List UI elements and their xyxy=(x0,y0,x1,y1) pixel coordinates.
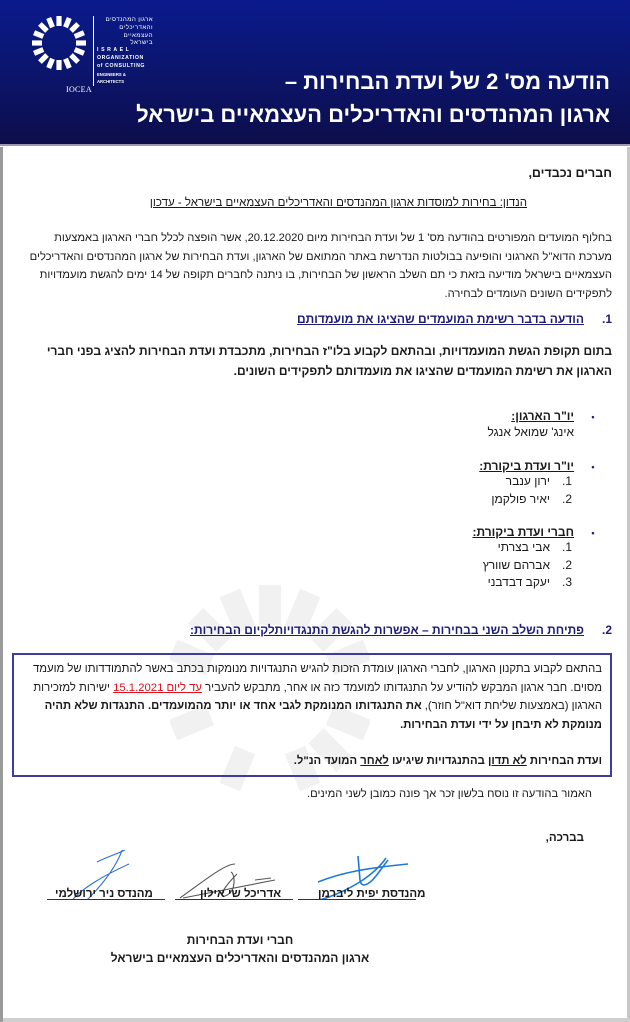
notice-final-line xyxy=(22,752,602,771)
list-item xyxy=(412,574,612,592)
page-title xyxy=(90,62,610,131)
closing-regards: בברכה, xyxy=(545,832,584,844)
signatory-name: מהנדסת יפית ליברמן xyxy=(318,888,426,900)
role-title xyxy=(412,525,612,539)
notice-text: המועד הנ"ל. xyxy=(293,755,361,767)
section-1-body: בתום תקופת הגשת המועמדויות, ובהתאם לקבוע בלו"ז הבחירות, מתכבדת ועדת הבחירות להציג בפני חברי הארגון את רשימת המועמדים שהציגו את מועמדותם לתפקידים השונים. xyxy=(46,344,612,378)
candidate-name: יאיר פולקמן xyxy=(491,491,550,506)
list-item xyxy=(412,473,612,491)
notice-text: בהתנגדויות שיגיעו xyxy=(388,755,488,767)
committee-signoff xyxy=(90,931,390,967)
list-number: 1. xyxy=(562,540,573,554)
logo-hebrew-line: בישראל xyxy=(130,39,153,47)
logo-acronym: IOCEA xyxy=(66,85,92,94)
logo-hebrew-line: והאדריכלים xyxy=(119,23,153,31)
page-title-line-1: הודעה מס' 2 של ועדת הבחירות – xyxy=(284,69,610,94)
signatory-name: מהנדס ניר ירושלמי xyxy=(55,888,153,900)
section-title: הודעה בדבר רשימת המועמדים שהציגו את מועמדותם xyxy=(297,312,584,326)
logo-hebrew-line: ארגון המהנדסים xyxy=(105,16,153,23)
logo-english-line: ORGANIZATION xyxy=(97,54,144,61)
objection-notice-box xyxy=(12,653,612,777)
section-1-heading xyxy=(297,312,612,326)
candidates-chairman xyxy=(412,409,612,442)
gender-disclaimer: האמור בהודעה זו נוסח בלשון זכר אך פונה כמובן לשני המינים. xyxy=(306,788,592,800)
notice-emphasis: לאחר xyxy=(360,755,389,767)
bullet-icon: • xyxy=(591,412,595,422)
deadline-date: עד ליום 15.1.2021 xyxy=(113,681,202,694)
logo-english-line: ENGINEERS & ARCHITECTS xyxy=(97,71,126,85)
role-label: חברי ועדת ביקורת: xyxy=(472,525,574,539)
committee-name: חברי ועדת הבחירות xyxy=(186,933,294,947)
role-title xyxy=(412,409,612,423)
notice-text: בהתאם לקבוע בתקנון הארגון, לחברי הארגון עומדת הזכות להגיש התנגדויות מנומקות בכתב באשר להתמודדותו של מועמד מסוים. חבר ארגון המבקש להודיע על התנגדותו למועמד כזה או אחר, מתבקש להעביר xyxy=(32,663,602,694)
notice-text: ועדת הבחירות xyxy=(526,755,602,767)
header-banner xyxy=(0,0,630,146)
list-item xyxy=(412,539,612,557)
candidates-audit-members xyxy=(412,525,612,592)
organization-name: ארגון המהנדסים והאדריכלים העצמאיים בישראל xyxy=(110,951,370,965)
candidate-name: ירון ענבר xyxy=(505,474,550,488)
list-number: 2. xyxy=(562,491,573,506)
logo-hebrew-line: העצמאיים xyxy=(123,31,153,39)
candidate-name: אברהם שוורץ xyxy=(482,557,550,572)
notice-emphasis: לא תדון xyxy=(487,755,527,767)
notice-bold-text: את התנגדותו המנומקת לגבי אחד או יותר מהמועמדים. התנגדות שלא תהיה מנומקת לא תיבחן על ידי ועדת הבחירות. xyxy=(44,700,602,731)
candidate-name: אינג' שמואל אנגל xyxy=(487,425,574,439)
role-label: יו"ר הארגון: xyxy=(511,409,574,423)
list-item xyxy=(412,491,612,509)
section-number: 1. xyxy=(601,312,612,326)
section-2-heading xyxy=(190,623,612,637)
candidate-name: יעקב דבדבני xyxy=(487,575,550,589)
list-number: 2. xyxy=(562,557,573,572)
greeting: חברים נכבדים, xyxy=(528,166,612,180)
logo-english-line: of CONSULTING xyxy=(97,62,146,69)
list-item xyxy=(412,557,612,575)
section-number: 2. xyxy=(601,623,612,637)
candidates-audit-chair xyxy=(412,459,612,508)
signatory-name: אדריכל שי אילון xyxy=(200,888,282,900)
intro-paragraph: בחלוף המועדים המפורטים בהודעה מס' 1 של ועדת הבחירות מיום 20.12.2020, אשר הופצה לכלל חברי הארגון באמצעות מערכת הדוא"ל הארגוני והופיעה בבולטות הנדרשת באתר המתואם של הארגון, ועדת הבחירות של ארגון המהנדסים והאדריכלים העצמאיים בישראל מודיעה בזאת כי תם השלב הראשון של הבחירות, בו ניתנה לחברים תקופה של 14 ימים להגשת מועמדויות לתפקידים השונים העומדים לבחירה. xyxy=(29,232,612,300)
section-title: פתיחת השלב השני בבחירות – אפשרות להגשת התנגדויותלקיום הבחירות: xyxy=(190,623,584,637)
page-bottom-border xyxy=(3,1018,630,1022)
page-title-line-2: ארגון המהנדסים והאדריכלים העצמאיים בישראל xyxy=(136,102,610,127)
bullet-icon: • xyxy=(591,528,595,538)
subject-line: הנדון: בחירות למוסדות ארגון המהנדסים והאדריכלים העצמאיים בישראל - עדכון xyxy=(149,197,527,209)
role-label: יו"ר ועדת ביקורת: xyxy=(479,459,574,473)
list-number: 1. xyxy=(562,474,573,488)
logo-english-line: I S R A E L xyxy=(97,47,130,54)
notice-paragraph xyxy=(22,660,602,734)
bullet-icon: • xyxy=(591,462,595,472)
sun-ring-logo-icon xyxy=(30,14,88,72)
candidate-name: אבי בצרתי xyxy=(497,540,550,554)
list-number: 3. xyxy=(562,575,573,589)
notice-text: ישירות למזכירות הארגון (באמצעות שליחת דוא"ל חוזר), xyxy=(33,681,602,712)
role-title xyxy=(412,459,612,473)
